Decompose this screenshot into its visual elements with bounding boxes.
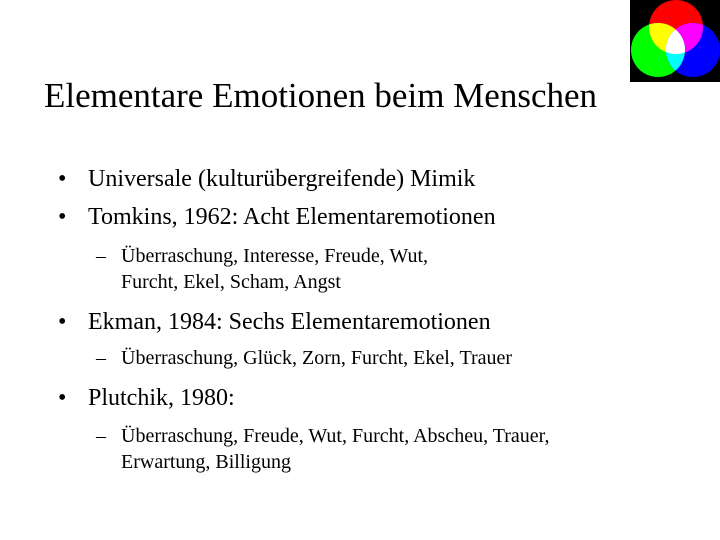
- dash-marker: –: [96, 347, 106, 369]
- slide-title: Elementare Emotionen beim Menschen: [44, 76, 598, 115]
- bullet-item: [58, 202, 496, 232]
- bullet-text: Ekman, 1984: Sechs Elementaremotionen: [88, 309, 491, 335]
- bullet-text: Universale (kulturübergreifende) Mimik: [88, 166, 476, 192]
- dash-marker: –: [96, 245, 106, 267]
- sub-bullet-line: Furcht, Ekel, Scham, Angst: [121, 271, 341, 293]
- sub-bullet-line: Überraschung, Interesse, Freude, Wut,: [121, 245, 429, 267]
- sub-bullet-line: Überraschung, Glück, Zorn, Furcht, Ekel, Trauer: [121, 347, 513, 369]
- sub-bullet-line: Erwartung, Billigung: [121, 451, 291, 473]
- bullet-marker: •: [58, 166, 67, 192]
- sub-bullet-line: Überraschung, Freude, Wut, Furcht, Abscheu, Trauer,: [121, 425, 550, 447]
- bullet-item: [58, 164, 476, 194]
- sub-bullet-item: [96, 243, 429, 295]
- bullet-item: [58, 307, 491, 337]
- bullet-text: Tomkins, 1962: Acht Elementaremotionen: [88, 204, 496, 230]
- bullet-marker: •: [58, 309, 67, 335]
- bullet-marker: •: [58, 204, 67, 230]
- sub-bullet-item: [96, 345, 513, 371]
- bullet-marker: •: [58, 385, 67, 411]
- sub-bullet-item: [96, 423, 550, 475]
- bullet-item: [58, 383, 235, 413]
- dash-marker: –: [96, 425, 106, 447]
- bullet-text: Plutchik, 1980:: [88, 385, 235, 411]
